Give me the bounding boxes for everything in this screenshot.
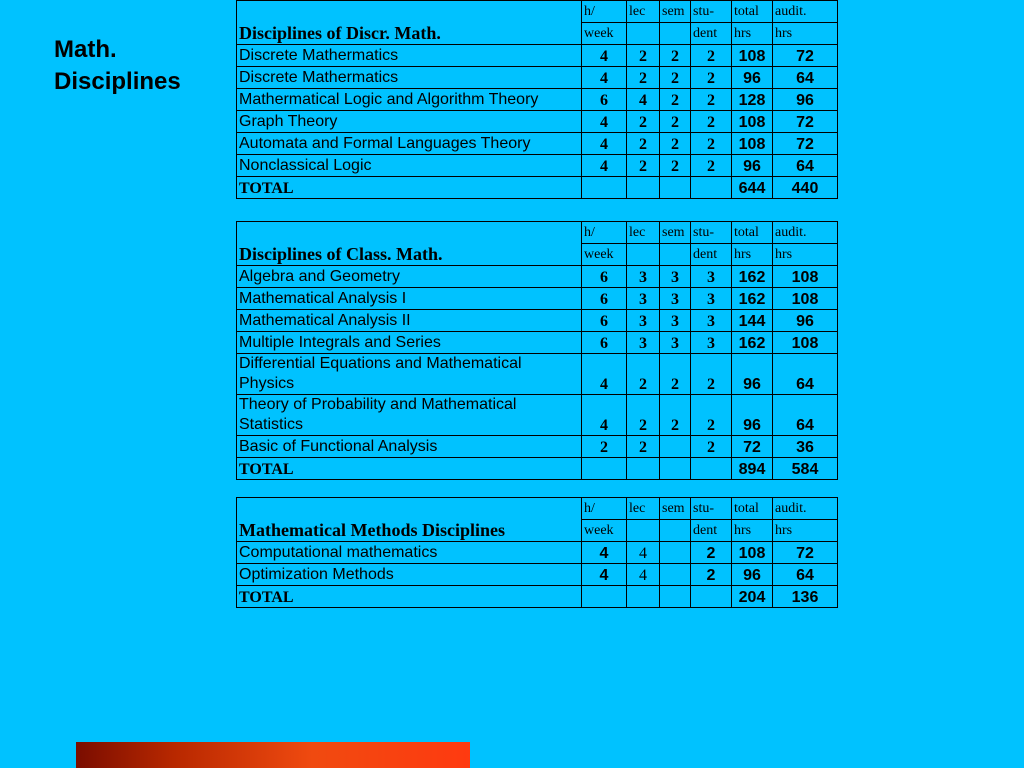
discipline-name: Multiple Integrals and Series [237,332,582,354]
total-row [237,177,838,199]
hours-week: 6 [582,288,627,310]
lec: 3 [627,266,660,288]
audit-hrs: 36 [773,436,838,458]
hours-week: 4 [582,133,627,155]
table-row [237,564,838,586]
header-audit: hrs [773,244,838,266]
hours-week: 4 [582,111,627,133]
hours-week: 4 [582,155,627,177]
header-lec: lec [627,222,660,244]
total-hrs: 72 [732,436,773,458]
lec: 2 [627,395,660,436]
table-row [237,266,838,288]
total-hrs: 108 [732,133,773,155]
header-hweek: week [582,520,627,542]
total-hrs: 96 [732,67,773,89]
header-total: total [732,1,773,23]
audit-hrs: 64 [773,155,838,177]
total-label: TOTAL [237,177,582,199]
audit-hrs: 96 [773,310,838,332]
hours-week: 4 [582,45,627,67]
sem: 2 [660,45,691,67]
total-row [237,586,838,608]
student: 2 [691,564,732,586]
table-row [237,310,838,332]
sem: 3 [660,332,691,354]
student: 2 [691,354,732,395]
student: 3 [691,288,732,310]
student: 2 [691,111,732,133]
sem [660,436,691,458]
table-row [237,288,838,310]
lec: 2 [627,67,660,89]
header-total: total [732,498,773,520]
lec: 4 [627,542,660,564]
table-header-row [237,498,838,520]
header-total: total [732,222,773,244]
student: 2 [691,542,732,564]
header-sem: sem [660,1,691,23]
header-audit: audit. [773,1,838,23]
classical-math-table [236,221,838,480]
header-total: hrs [732,244,773,266]
hours-week: 6 [582,332,627,354]
hours-week: 6 [582,89,627,111]
audit-hrs: 108 [773,332,838,354]
lec: 4 [627,89,660,111]
discipline-name: Discrete Mathermatics [237,67,582,89]
total-hrs-sum: 894 [732,458,773,480]
table-row [237,354,838,395]
total-label: TOTAL [237,458,582,480]
lec: 3 [627,332,660,354]
header-sem: sem [660,222,691,244]
hours-week: 2 [582,436,627,458]
total-hrs-sum: 644 [732,177,773,199]
sem: 2 [660,395,691,436]
student: 2 [691,133,732,155]
table-row [237,395,838,436]
audit-hrs: 108 [773,266,838,288]
table-title: Mathematical Methods Disciplines [237,498,582,542]
lec: 2 [627,354,660,395]
header-sem: sem [660,498,691,520]
audit-hrs: 64 [773,354,838,395]
table-row [237,155,838,177]
discipline-name: Graph Theory [237,111,582,133]
sem: 3 [660,288,691,310]
audit-hrs: 108 [773,288,838,310]
header-hweek: week [582,244,627,266]
total-hrs: 108 [732,45,773,67]
discipline-name: Discrete Mathermatics [237,45,582,67]
sem: 2 [660,133,691,155]
lec: 2 [627,436,660,458]
total-hrs: 128 [732,89,773,111]
discipline-name: Computational mathematics [237,542,582,564]
header-student: dent [691,244,732,266]
audit-hrs: 72 [773,133,838,155]
total-hrs: 96 [732,564,773,586]
student: 2 [691,45,732,67]
table-row [237,111,838,133]
total-hrs: 162 [732,332,773,354]
table-header-row [237,222,838,244]
hours-week: 4 [582,354,627,395]
header-student: stu- [691,1,732,23]
audit-hrs: 64 [773,395,838,436]
table-row [237,45,838,67]
audit-hrs: 72 [773,111,838,133]
slide-title-line1: Math. [54,36,117,63]
audit-hrs: 72 [773,45,838,67]
slide-title [54,34,224,98]
table-header-row [237,1,838,23]
header-audit: hrs [773,23,838,45]
discipline-name: Mathematical Analysis II [237,310,582,332]
table-title: Disciplines of Discr. Math. [237,1,582,45]
decorative-gradient-bar [76,742,470,768]
sem: 2 [660,89,691,111]
lec: 2 [627,155,660,177]
table-row [237,67,838,89]
header-student: stu- [691,498,732,520]
audit-hrs: 96 [773,89,838,111]
header-hweek: h/ [582,222,627,244]
slide-title-line2: Disciplines [54,68,181,95]
student: 2 [691,395,732,436]
header-hweek: week [582,23,627,45]
sem: 2 [660,111,691,133]
student: 2 [691,89,732,111]
discipline-name: Automata and Formal Languages Theory [237,133,582,155]
hours-week: 4 [582,395,627,436]
student: 2 [691,67,732,89]
lec: 3 [627,288,660,310]
student: 3 [691,310,732,332]
methods-table [236,497,838,608]
sem: 2 [660,354,691,395]
sem: 2 [660,67,691,89]
header-audit: audit. [773,498,838,520]
table-row [237,436,838,458]
discipline-name: Mathematical Analysis I [237,288,582,310]
hours-week: 6 [582,266,627,288]
header-lec: lec [627,498,660,520]
header-hweek: h/ [582,1,627,23]
table-row [237,542,838,564]
student: 2 [691,155,732,177]
total-hrs: 96 [732,354,773,395]
table-row [237,133,838,155]
total-label: TOTAL [237,586,582,608]
student: 2 [691,436,732,458]
header-total: hrs [732,520,773,542]
total-row [237,458,838,480]
discipline-name: Algebra and Geometry [237,266,582,288]
sem: 2 [660,155,691,177]
hours-week: 4 [582,67,627,89]
lec: 2 [627,133,660,155]
audit-hrs: 64 [773,67,838,89]
header-student: stu- [691,222,732,244]
student: 3 [691,332,732,354]
total-hrs: 108 [732,542,773,564]
header-student: dent [691,520,732,542]
header-audit: hrs [773,520,838,542]
lec: 2 [627,111,660,133]
header-total: hrs [732,23,773,45]
discipline-name: Optimization Methods [237,564,582,586]
lec: 4 [627,564,660,586]
student: 3 [691,266,732,288]
header-audit: audit. [773,222,838,244]
total-hrs: 144 [732,310,773,332]
audit-hrs: 72 [773,542,838,564]
header-hweek: h/ [582,498,627,520]
total-hrs-sum: 204 [732,586,773,608]
audit-hrs-sum: 584 [773,458,838,480]
discipline-name: Basic of Functional Analysis [237,436,582,458]
sem [660,564,691,586]
sem: 3 [660,310,691,332]
hours-week: 4 [582,542,627,564]
discipline-name: Mathermatical Logic and Algorithm Theory [237,89,582,111]
discipline-name: Theory of Probability and Mathematical Statistics [237,395,582,436]
discipline-name: Differential Equations and Mathematical Physics [237,354,582,395]
sem: 3 [660,266,691,288]
total-hrs: 96 [732,395,773,436]
sem [660,542,691,564]
header-lec: lec [627,1,660,23]
table-row [237,332,838,354]
discipline-name: Nonclassical Logic [237,155,582,177]
table-title: Disciplines of Class. Math. [237,222,582,266]
lec: 2 [627,45,660,67]
header-student: dent [691,23,732,45]
lec: 3 [627,310,660,332]
table-row [237,89,838,111]
hours-week: 6 [582,310,627,332]
hours-week: 4 [582,564,627,586]
discrete-math-table [236,0,838,199]
total-hrs: 96 [732,155,773,177]
audit-hrs: 64 [773,564,838,586]
audit-hrs-sum: 440 [773,177,838,199]
total-hrs: 108 [732,111,773,133]
total-hrs: 162 [732,266,773,288]
total-hrs: 162 [732,288,773,310]
audit-hrs-sum: 136 [773,586,838,608]
